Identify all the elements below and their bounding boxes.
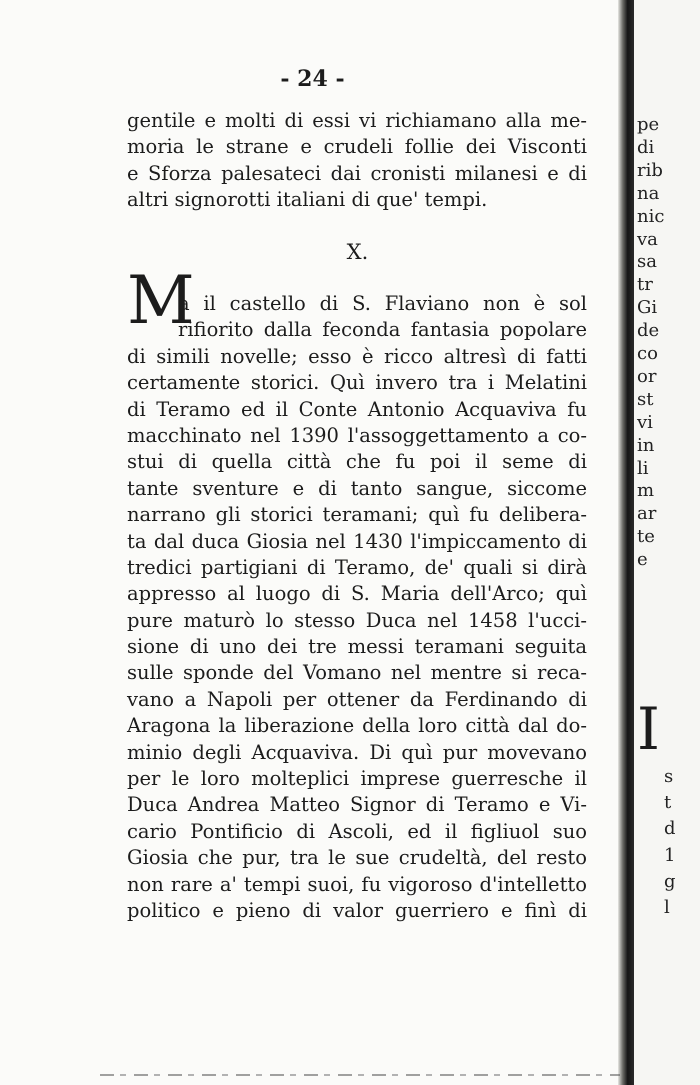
facing-page-fragment: nic [637,205,665,227]
text-line: Aragona la liberazione della loro città dal do- [127,714,587,738]
facing-page-fragment: va [637,228,658,250]
text-line: Duca Andrea Matteo Signor di Teramo e Vi- [127,793,587,817]
text-line: per le loro molteplici imprese guerresche il [127,767,587,791]
text-line: moria le strane e crudeli follie dei Visconti [127,135,587,159]
text-line: altri signorotti italiani di que' tempi. [127,188,488,212]
text-line: vano a Napoli per ottener da Ferdinando di [127,687,587,711]
text-line: non rare a' tempi suoi, fu vigoroso d'intelletto [127,872,587,896]
drop-cap: M [127,262,195,339]
page-bottom-edge [100,1074,620,1076]
text-line: ta dal duca Giosia nel 1430 l'impiccamento di [127,529,587,553]
facing-page-fragment: 1 [664,844,676,866]
facing-page-fragment: te [637,526,655,548]
text-line: tredici partigiani di Teramo, de' quali si dirà [127,555,587,579]
facing-page-fragment: co [637,343,658,364]
facing-page [634,0,700,1085]
facing-page-fragment: na [637,182,660,204]
text-line: e Sforza palesateci dai cronisti milanesi e di [127,161,587,185]
facing-page-fragment: d [664,818,676,840]
facing-page-fragment: sa [637,251,657,273]
text-line: pure maturò lo stesso Duca nel 1458 l'ucci- [127,608,587,632]
page-number: - 24 - [280,66,345,92]
text-line: di simili novelle; esso è ricco altresì di fatti [127,344,587,368]
text-line: macchinato nel 1390 l'assoggettamento a co- [127,423,587,447]
facing-page-fragment: e [637,549,648,571]
facing-page-drop-cap: I [637,695,660,763]
facing-page-fragment: li [637,457,649,479]
facing-page-fragment: tr [637,274,653,296]
text-line: tante sventure e di tanto sangue, siccome [127,476,587,500]
facing-page-fragment: rib [637,159,663,181]
facing-page-fragment: g [664,870,676,892]
paragraph-2 [127,291,587,924]
text-line: politico e pieno di valor guerriero e finì di [127,898,587,922]
section-heading: X. [346,240,369,264]
book-gutter [618,0,634,1085]
facing-page-fragment: Gi [637,297,658,319]
text-line: a il castello di S. Flaviano non è sol [178,292,587,315]
facing-page-fragment: s [664,766,674,787]
text-line: minio degli Acquaviva. Di quì pur movevano [127,740,587,764]
text-line: certamente storici. Quì invero tra i Melatini [127,371,587,395]
text-line: sione di uno dei tre messi teramani seguita [127,635,587,659]
facing-page-fragment: ar [637,503,657,525]
facing-page-fragment: or [637,365,657,387]
facing-page-fragment: de [637,320,660,342]
text-line: narrano gli storici teramani; quì fu delibera- [127,503,587,527]
text-line: rifiorito dalla feconda fantasia popolare [178,318,587,342]
text-line: cario Pontificio di Ascoli, ed il figliuol suo [127,819,587,843]
facing-page-fragment: in [637,434,655,456]
facing-page-fragment: di [637,136,655,158]
text-line: di Teramo ed il Conte Antonio Acquaviva fu [127,397,587,421]
text-line: Giosia che pur, tra le sue crudeltà, del resto [127,846,587,870]
facing-page-fragment: pe [637,114,660,135]
text-line: appresso al luogo di S. Maria dell'Arco; quì [127,582,587,606]
facing-page-fragment: vi [637,411,653,433]
facing-page-fragment: m [637,480,655,502]
text-line: gentile e molti di essi vi richiamano alla me- [127,109,587,132]
facing-page-fragment: l [664,897,670,918]
text-line: stui di quella città che fu poi il seme di [127,450,587,474]
paragraph-1 [127,108,587,214]
text-line: sulle sponde del Vomano nel mentre si reca- [127,661,587,685]
facing-page-fragment: t [664,792,672,814]
facing-page-fragment: st [637,388,654,410]
